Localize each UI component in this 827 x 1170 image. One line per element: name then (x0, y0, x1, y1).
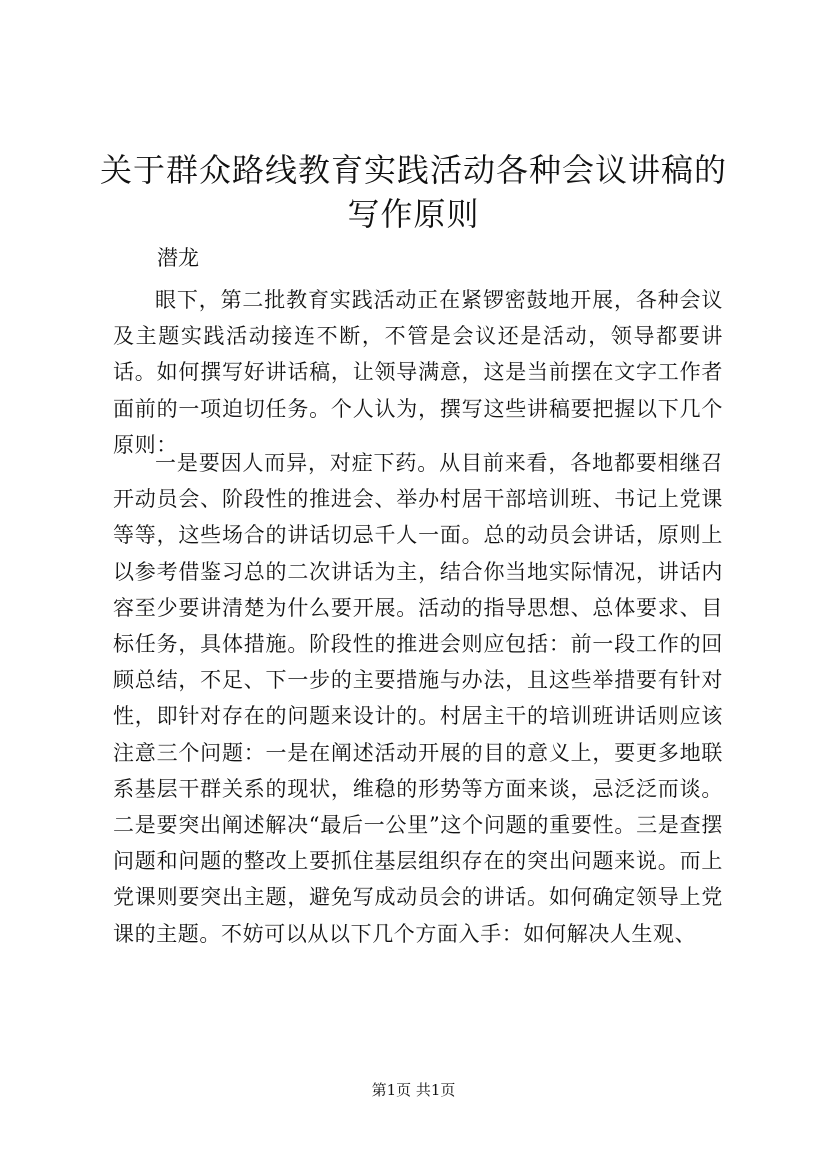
author-name: 潜龙 (157, 246, 199, 270)
document-title: 关于群众路线教育实践活动各种会议讲稿的写作原则 (100, 151, 728, 233)
body-paragraph: 一是要因人而异，对症下药。从目前来看，各地都要相继召开动员会、阶段性的推进会、举办村居干部培训班、书记上党课等等，这些场合的讲话切忌千人一面。总的动员会讲话，原则上以参考借鉴习总的二次讲话为主，结合你当地实际情况，讲话内容至少要讲清楚为什么要开展。活动的指导思想、总体要求、目标任务，具体措施。阶段性的推进会则应包括：前一段工作的回顾总结，不足、下一步的主要措施与办法，且这些举措要有针对性，即针对存在的问题来设计的。村居主干的培训班讲话则应该注意三个问题：一是在阐述活动开展的目的意义上，要更多地联系基层干群关系的现状，维稳的形势等方面来谈，忌泛泛而谈。二是要突出阐述解决“最后一公里”这个问题的重要性。三是查摆问题和问题的整改上要抓住基层组织存在的突出问题来说。而上党课则要突出主题，避免写成动员会的讲话。如何确定领导上党课的主题。不妨可以从以下几个方面入手：如何解决人生观、 (113, 451, 723, 946)
body-paragraph: 眼下，第二批教育实践活动正在紧锣密鼓地开展，各种会议及主题实践活动接连不断，不管是会议还是活动，领导都要讲话。如何撰写好讲话稿，让领导满意，这是当前摆在文字工作者面前的一项迫切任务。个人认为，撰写这些讲稿要把握以下几个原则： (113, 288, 723, 457)
page-footer: 第1页 共1页 (371, 1081, 456, 1099)
